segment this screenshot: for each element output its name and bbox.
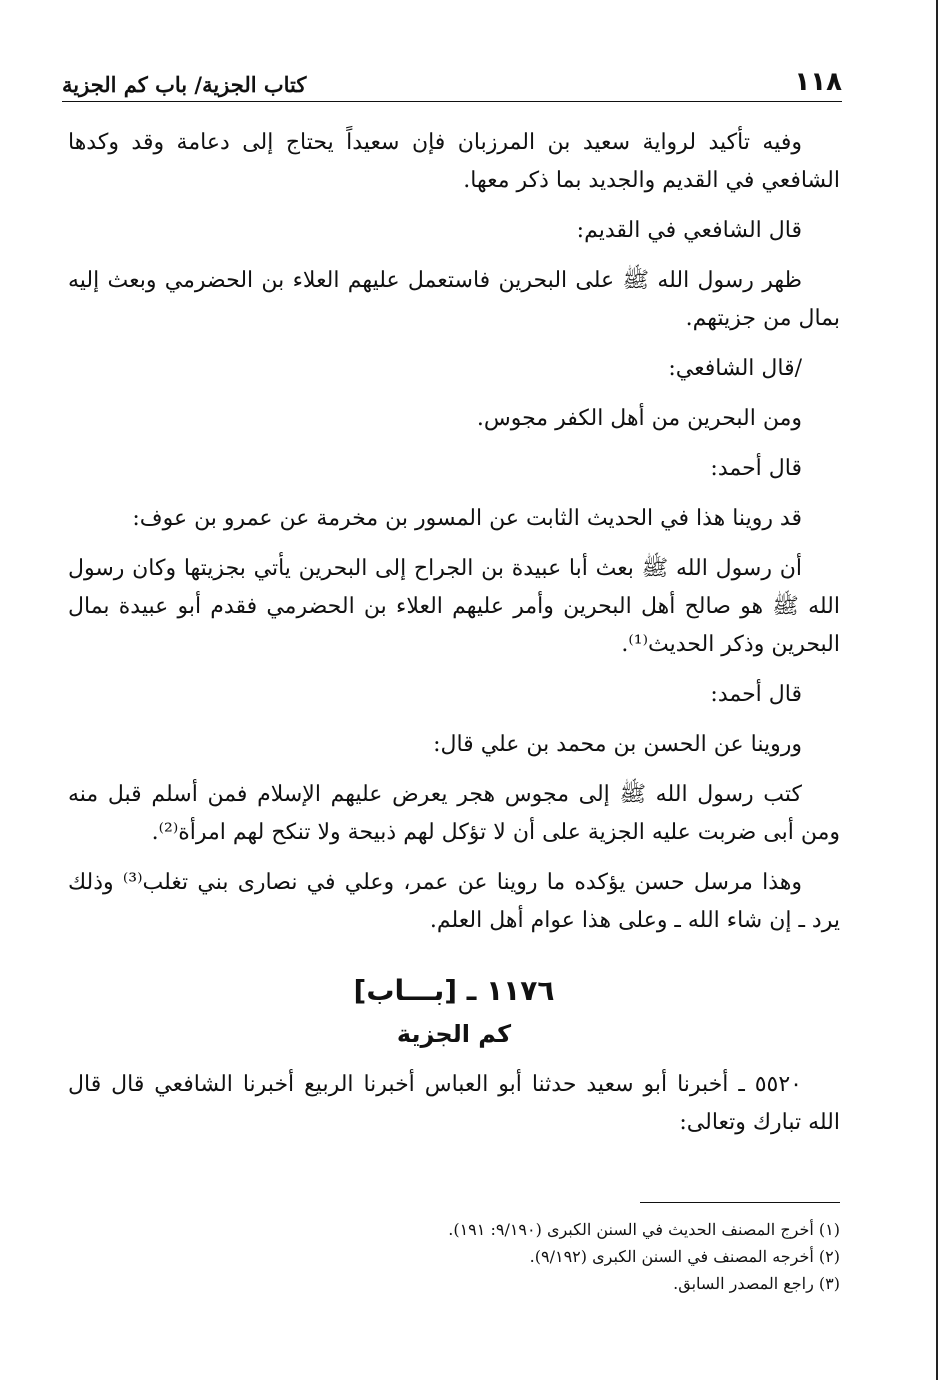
- page-edge-line: [936, 0, 938, 1380]
- page-header: [62, 55, 842, 97]
- paragraph: وفيه تأكيد لرواية سعيد بن المرزبان فإن سعيداً يحتاج إلى دعامة وقد وكدها الشافعي في القديم والجديد بما ذكر معها.: [68, 130, 840, 193]
- page-number: ١١٨: [794, 67, 842, 97]
- paragraph: قال أحمد:: [710, 682, 802, 707]
- paragraph: /قال الشافعي:: [668, 356, 802, 381]
- paragraph: وهذا مرسل حسن يؤكده ما روينا عن عمر، وعلي في نصارى بني تغلب⁽³⁾ وذلك يرد ـ إن شاء الله ـ وعلى هذا عوام أهل العلم.: [68, 870, 840, 933]
- paragraph: ومن البحرين من أهل الكفر مجوس.: [476, 406, 802, 431]
- paragraph: كتب رسول الله ﷺ إلى مجوس هجر يعرض عليهم الإسلام فمن أسلم قبل منه ومن أبى ضربت عليه الجزية على أن لا تؤكل لهم ذبيحة ولا تنكح لهم امرأة⁽²⁾.: [68, 782, 840, 845]
- footnotes: [68, 1216, 840, 1297]
- header-rule: [62, 101, 842, 102]
- paragraph: ٥٥٢٠ ـ أخبرنا أبو سعيد حدثنا أبو العباس أخبرنا الربيع أخبرنا الشافعي قال قال الله تبارك وتعالى:: [68, 1072, 840, 1135]
- section-number: ١١٧٦ ـ [بـــاب]: [353, 974, 555, 1007]
- running-title: كتاب الجزية/ باب كم الجزية: [62, 72, 307, 97]
- footnote: (٣) راجع المصدر السابق.: [673, 1274, 840, 1293]
- footnote: (١) أخرج المصنف الحديث في السنن الكبرى (٩/١٩٠: ١٩١).: [448, 1220, 840, 1239]
- paragraph: قد روينا هذا في الحديث الثابت عن المسور بن مخرمة عن عمرو بن عوف:: [132, 506, 802, 531]
- footnote: (٢) أخرجه المصنف في السنن الكبرى (٩/١٩٢).: [529, 1247, 840, 1266]
- paragraph: قال أحمد:: [710, 456, 802, 481]
- footnote-rule: [640, 1202, 840, 1203]
- paragraph: أن رسول الله ﷺ بعث أبا عبيدة بن الجراح إلى البحرين يأتي بجزيتها وكان رسول الله ﷺ هو صالح أهل البحرين وأمر عليهم العلاء بن الحضرمي فقدم أبو عبيدة بمال البحرين وذكر الحديث⁽¹⁾.: [68, 556, 840, 657]
- page-body: [68, 124, 840, 1154]
- paragraph: قال الشافعي في القديم:: [576, 218, 802, 243]
- section-title: كم الجزية: [396, 1020, 512, 1048]
- paragraph: ظهر رسول الله ﷺ على البحرين فاستعمل عليهم العلاء بن الحضرمي وبعث إليه بمال من جزيتهم.: [68, 268, 840, 331]
- paragraph: وروينا عن الحسن بن محمد بن علي قال:: [433, 732, 802, 757]
